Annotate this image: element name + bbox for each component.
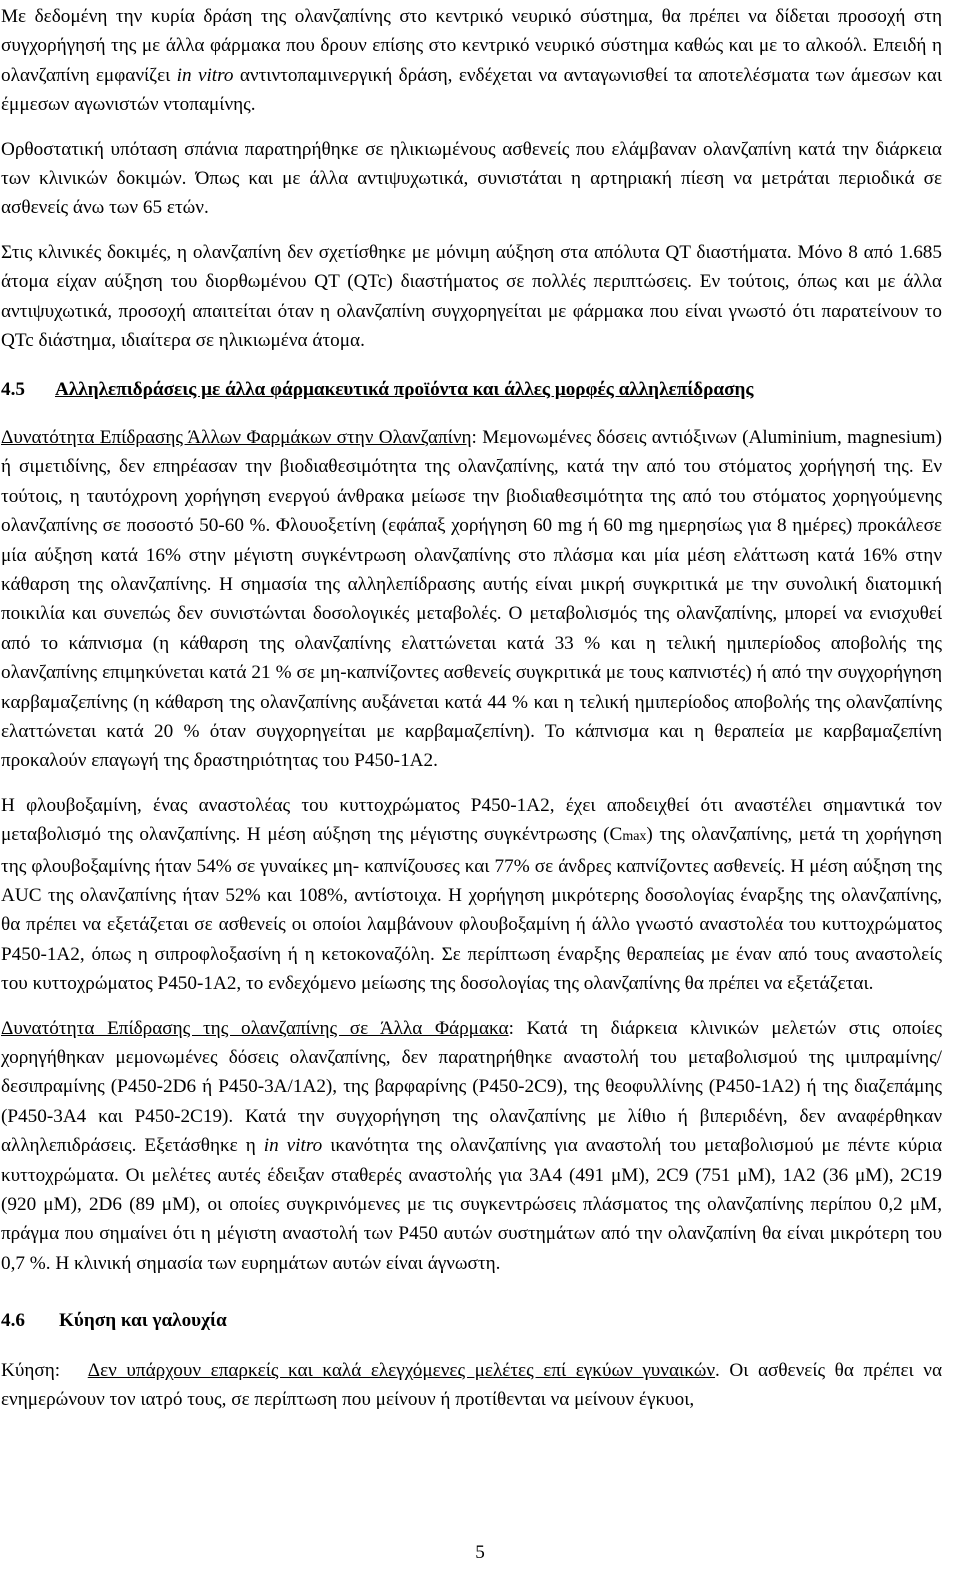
section-heading-4-6	[1, 1306, 942, 1335]
section-number: 4.6	[1, 1310, 25, 1332]
subheading-underlined: Δυνατότητα Επίδρασης της ολανζαπίνης σε Άλλα Φάρμακα	[1, 1017, 509, 1039]
paragraph-olanzapine-on-other-drugs: Δυνατότητα Επίδρασης της ολανζαπίνης σε Άλλα Φάρμακα: Κατά τη διάρκεια κλινικών μελετών στις οποίες χορηγήθηκαν μεμονωμένες δόσεις ολανζαπίνης, δεν παρατηρήθηκε αναστολή του μεταβολισμού της ιμιπραμίνης/δεσιπραμίνης (P450-2D6 ή P450-3A/1A2), της βαρφαρίνης (P450-2C9), της θεοφυλλίνης (P450-1A2) ή της διαζεπάμης (P450-3A4 και P450-2C19). Κατά την συγχορήγηση της ολανζαπίνης με λίθιο ή βιπεριδένη, δεν αναφέρθηκαν αλληλεπιδράσεις. Εξετάσθηκε η in vitro ικανότητα της ολανζαπίνης για αναστολή του μεταβολισμού με πέντε κύρια κυττοχρώματα. Οι μελέτες αυτές έδειξαν σταθερές αναστολής για 3A4 (491 μΜ), 2C9 (751 μΜ), 1A2 (36 μΜ), 2C19 (920 μΜ), 2D6 (89 μΜ), οι οποίες συγκρινόμενες με τις συγκεντρώσεις πλάσματος της ολανζαπίνης περίπου 0,2 μΜ, πράγμα που σημαίνει ότι η μέγιστη αναστολή των P450 αυτών συστημάτων από την ολανζαπίνη θα είναι μικρότερη του 0,7 %. Η κλινική σημασία των ευρημάτων αυτών είναι άγνωστη.	[1, 1017, 942, 1274]
subheading-underlined: Δυνατότητα Επίδρασης Άλλων Φαρμάκων στην Ολανζαπίνη	[1, 426, 472, 448]
paragraph-qt-interval: Στις κλινικές δοκιμές, η ολανζαπίνη δεν σχετίσθηκε με μόνιμη αύξηση στα απόλυτα QT διαστήματα. Μόνο 8 από 1.685 άτομα είχαν αύξηση του διορθωμένου QT (QTc) διαστήματος σε πολλές περιπτώσεις. Εν τούτοις, όπως και με άλλα αντιψυχωτικά, προσοχή απαιτείται όταν η ολανζαπίνη συγχορηγείται με φάρμακα που είναι γνωστό ότι παρατείνουν το QTc διάστημα, ιδιαίτερα σε ηλικιωμένα άτομα.	[1, 241, 942, 352]
paragraph-fluvoxamine: Η φλουβοξαμίνη, ένας αναστολέας του κυττοχρώματος P450-1A2, έχει αποδειχθεί ότι αναστέλει σημαντικά τον μεταβολισμό της ολανζαπίνης. Η μέση αύξηση της μέγιστης συγκέντρωσης (Cmax) της ολανζαπίνης, μετά τη χορήγηση της φλουβοξαμίνης ήταν 54% σε γυναίκες μη- καπνίζουσες και 77% σε άνδρες καπνίζοντες ασθενείς. Η μέση αύξηση της AUC της ολανζαπίνης ήταν 52% και 108%, αντίστοιχα. Η χορήγηση μικρότερης δοσολογίας έναρξης της ολανζαπίνης, θα πρέπει να εξετάζεται σε ασθενείς οι οποίοι λαμβάνουν φλουβοξαμίνη ή άλλο γνωστό αναστολέα του κυττοχρώματος P450-1A2, όπως η σιπροφλοξασίνη ή η κετοκοναζόλη. Σε περίπτωση έναρξης θεραπείας με έναν από τους αναστολείς του κυττοχρώματος P450-1A2, το ενδεχόμενο μείωσης της δοσολογίας της ολανζαπίνης θα πρέπει να εξετάζεται.	[1, 794, 942, 995]
paragraph-pregnancy: Κύηση: Δεν υπάρχουν επαρκείς και καλά ελεγχόμενες μελέτες επί εγκύων γυναικών. Οι ασθενείς θα πρέπει να ενημερώνουν τον ιατρό τους, σε περίπτωση που μείνουν ή προτίθενται να μείνουν έγκυοι,	[1, 1359, 942, 1411]
section-title: Αλληλεπιδράσεις με άλλα φάρμακευτικά προϊόντα και άλλες μορφές αλληλεπίδρασης	[55, 379, 754, 401]
paragraph-other-drugs-on-olanzapine: Δυνατότητα Επίδρασης Άλλων Φαρμάκων στην Ολανζαπίνη: Μεμονωμένες δόσεις αντιόξινων (Aluminium, magnesium) ή σιμετιδίνης, δεν επηρέασαν την βιοδιαθεσιμότητα της ολανζαπίνης, κατά την από του στόματος χορήγησή της. Εν τούτοις, η ταυτόχρονη χορήγηση ενεργού άνθρακα μείωσε την βιοδιαθεσιμότητα της από του στόματος χορηγούμενης ολανζαπίνης σε ποσοστό 50-60 %. Φλουοξετίνη (εφάπαξ χορήγηση 60 mg ή 60 mg ημερησίως για 8 ημέρες) προκάλεσε μία αύξηση κατά 16% στην μέγιστη συγκέντρωση ολανζαπίνης στο πλάσμα και μία μέση ελάττωση κατά 16% στην κάθαρση της ολανζαπίνης. Η σημασία της αλληλεπίδρασης αυτής είναι μικρή συγκριτικά με την συνολική διατομική ποικιλία και συνεπώς δεν συνιστώνται δοσολογικές μεταβολές. Ο μεταβολισμός της ολανζαπίνης, μπορεί να ενισχυθεί από το κάπνισμα (η κάθαρση της ολανζαπίνης ελαττώνεται κατά 33 % και η τελική ημιπερίοδος αποβολής της ολανζαπίνης επιμηκύνεται κατά 21 % σε μη-καπνίζοντες ασθενείς συγκριτικά με τους καπνιστές) ή από την συγχορήγηση καρβαμαζεπίνης (η κάθαρση της ολανζαπίνης αυξάνεται κατά 44 % και η τελική ημιπερίοδος αποβολής της ολανζαπίνης ελαττώνεται κατά 20 % όταν συγχορηγείται με καρβαμαζεπίνη). Το κάπνισμα και η θεραπεία με καρβαμαζεπίνη προκαλούν επαγωγή της δραστηριότητας του P450-1A2.	[1, 426, 942, 772]
section-heading-4-5	[1, 375, 942, 404]
page-number: 5	[475, 1542, 485, 1563]
paragraph-orthostatic-hypotension: Ορθοστατική υπόταση σπάνια παρατηρήθηκε σε ηλικιωμένους ασθενείς που ελάμβαναν ολανζαπίνη κατά την διάρκεια των κλινικών δοκιμών. Όπως και με άλλα αντιψυχωτικά, συνιστάται η αρτηριακή πίεση να μετράται περιοδικά σε ασθενείς άνω των 65 ετών.	[1, 138, 942, 219]
section-number: 4.5	[1, 379, 25, 401]
paragraph-cns-interactions: Με δεδομένη την κυρία δράση της ολανζαπίνης στο κεντρικό νευρικό σύστημα, θα πρέπει να δίδεται προσοχή στη συγχορήγησή της με άλλα φάρμακα που δρουν επίσης στο κεντρικό νευρικό σύστημα καθώς και με το αλκοόλ. Επειδή η ολανζαπίνη εμφανίζει in vitro αντιντοπαμινεργική δράση, ενδέχεται να ανταγωνισθεί τα αποτελέσματα των άμεσων και έμμεσων αγωνιστών ντοπαμίνης.	[1, 6, 942, 116]
section-title: Κύηση και γαλουχία	[59, 1310, 227, 1332]
